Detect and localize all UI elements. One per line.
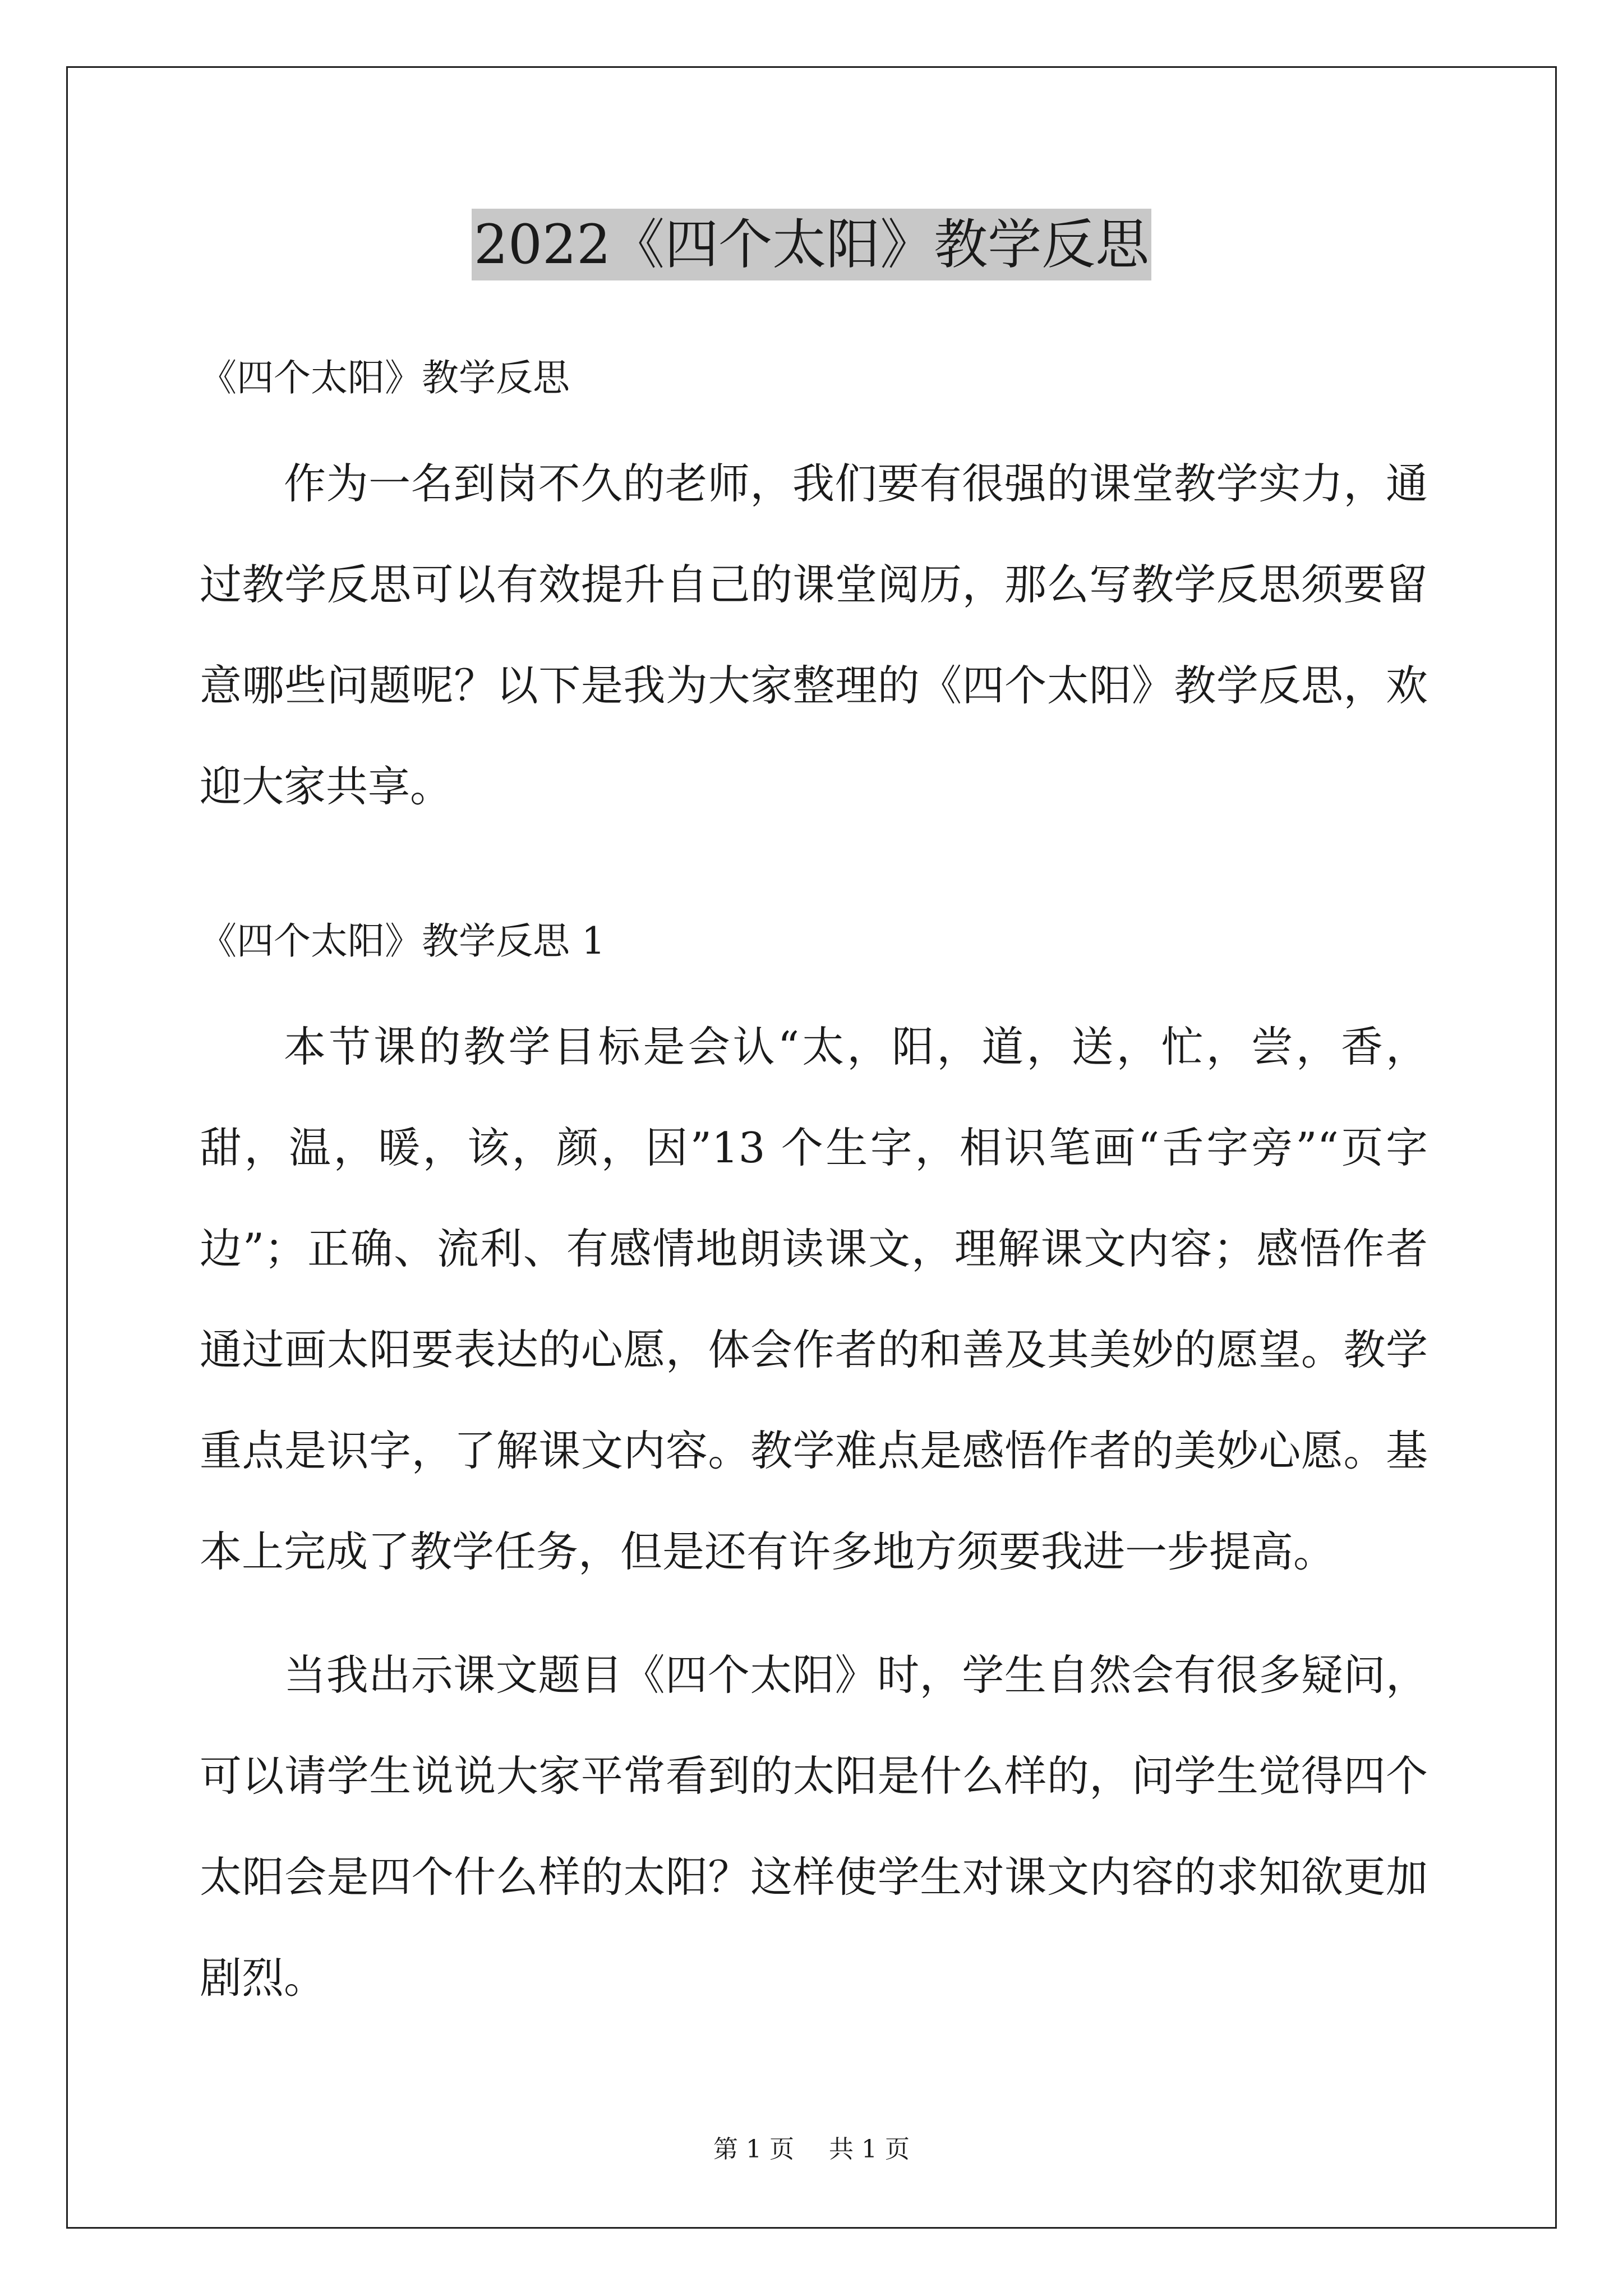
intro-heading: 《四个太阳》教学反思 <box>200 356 570 399</box>
page-total: 共 1 页 <box>829 2135 910 2164</box>
document-title-text: 2022《四个太阳》教学反思 <box>472 209 1151 280</box>
page-footer <box>0 2133 1623 2166</box>
page-number: 第 1 页 <box>713 2135 794 2164</box>
section1-heading: 《四个太阳》教学反思 1 <box>200 919 605 963</box>
document-title <box>0 209 1623 280</box>
section1-paragraph-2: 当我出示课文题目《四个太阳》时，学生自然会有很多疑问，可以请学生说说大家平常看到的太阳是什么样的，问学生觉得四个太阳会是四个什么样的太阳？这样使学生对课文内容的求知欲更加剧烈。 <box>200 1650 1428 2003</box>
section1-paragraph-1: 本节课的教学目标是会认“太，阳，道，送，忙，尝，香，甜，温，暖，该，颜，因”13 个生字，相识笔画“舌字旁”“页字边”；正确、流利、有感情地朗读课文，理解课文内容；感悟作者通过画太阳要表达的心愿，体会作者的和善及其美妙的愿望。教学重点是识字，了解课文内容。教学难点是感悟作者的美妙心愿。基本上完成了教学任务，但是还有许多地方须要我进一步提高。 <box>200 1022 1428 1576</box>
intro-paragraph: 作为一名到岗不久的老师，我们要有很强的课堂教学实力，通过教学反思可以有效提升自己的课堂阅历，那么写教学反思须要留意哪些问题呢？以下是我为大家整理的《四个太阳》教学反思，欢迎大家共享。 <box>200 459 1428 811</box>
document-body <box>200 339 1428 2028</box>
